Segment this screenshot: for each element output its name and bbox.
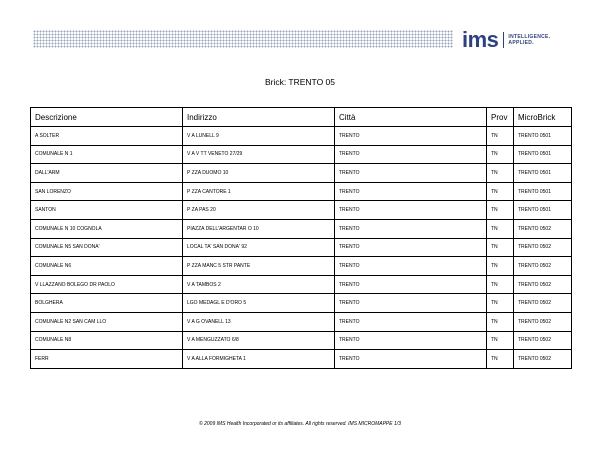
cell-prov: TN (487, 294, 514, 313)
cell-microbrick: TRENTO 0502 (514, 219, 572, 238)
cell-indirizzo: V A G OVANELL 13 (183, 312, 335, 331)
table-row (31, 257, 572, 276)
table-row (31, 127, 572, 146)
column-header-prov: Prov (487, 108, 514, 127)
cell-prov: TN (487, 201, 514, 220)
logo-tagline (508, 34, 550, 46)
cell-microbrick: TRENTO 0502 (514, 312, 572, 331)
table-row (31, 350, 572, 369)
cell-microbrick: TRENTO 0502 (514, 238, 572, 257)
cell-prov: TN (487, 275, 514, 294)
column-header-microbrick: MicroBrick (514, 108, 572, 127)
cell-citta: TRENTO (335, 145, 487, 164)
cell-citta: TRENTO (335, 350, 487, 369)
cell-descrizione: SANTON (31, 201, 183, 220)
cell-citta: TRENTO (335, 219, 487, 238)
cell-descrizione: COMUNALE N8 (31, 331, 183, 350)
cell-citta: TRENTO (335, 257, 487, 276)
cell-indirizzo: V A TAMBOS 2 (183, 275, 335, 294)
table-row (31, 294, 572, 313)
cell-indirizzo: V A LUNELL 9 (183, 127, 335, 146)
logo-tagline-line1: INTELLIGENCE. (508, 34, 551, 40)
cell-descrizione: COMUNALE N5 SAN DONA' (31, 238, 183, 257)
cell-prov: TN (487, 331, 514, 350)
cell-descrizione: FERR (31, 350, 183, 369)
cell-microbrick: TRENTO 0502 (514, 257, 572, 276)
cell-indirizzo: PIAZZA DELL'ARGENTAR O 10 (183, 219, 335, 238)
logo-divider (503, 32, 504, 48)
cell-descrizione: BOLGHERA (31, 294, 183, 313)
page-title: Brick: TRENTO 05 (264, 77, 336, 87)
logo-wordmark: ims (462, 27, 499, 52)
column-header-descrizione: Descrizione (31, 108, 183, 127)
cell-indirizzo: P ZZA CANTORE 1 (183, 182, 335, 201)
column-header-indirizzo: Indirizzo (183, 108, 335, 127)
header-dot-pattern (33, 30, 453, 48)
copyright-footer: © 2009 IMS Health Incorporated or its affiliates. All rights reserved. IMS MICROMAPPE 1/3 (199, 421, 401, 427)
cell-descrizione: COMUNALE N2 SAN CAM LLO (31, 312, 183, 331)
cell-citta: TRENTO (335, 238, 487, 257)
table-row (31, 312, 572, 331)
column-header-citta: Città (335, 108, 487, 127)
table-row (31, 238, 572, 257)
cell-citta: TRENTO (335, 201, 487, 220)
cell-descrizione: DALL'ARM (31, 164, 183, 183)
cell-microbrick: TRENTO 0502 (514, 275, 572, 294)
cell-citta: TRENTO (335, 312, 487, 331)
ims-logo (462, 29, 550, 51)
cell-microbrick: TRENTO 0501 (514, 145, 572, 164)
table-header-row (31, 108, 572, 127)
cell-descrizione: V LLAZZANO BOLEGO DR PAOLO (31, 275, 183, 294)
cell-citta: TRENTO (335, 275, 487, 294)
cell-prov: TN (487, 238, 514, 257)
cell-indirizzo: P ZZA DUOMO 10 (183, 164, 335, 183)
cell-descrizione: A SOLTER (31, 127, 183, 146)
table-row (31, 275, 572, 294)
cell-descrizione: COMUNALE N 1 (31, 145, 183, 164)
cell-citta: TRENTO (335, 127, 487, 146)
cell-prov: TN (487, 219, 514, 238)
cell-microbrick: TRENTO 0501 (514, 182, 572, 201)
table-row (31, 201, 572, 220)
cell-prov: TN (487, 145, 514, 164)
table-row (31, 182, 572, 201)
cell-indirizzo: P ZZA MANC 5 STR PANTE (183, 257, 335, 276)
cell-prov: TN (487, 127, 514, 146)
cell-microbrick: TRENTO 0502 (514, 331, 572, 350)
cell-citta: TRENTO (335, 294, 487, 313)
cell-citta: TRENTO (335, 164, 487, 183)
cell-microbrick: TRENTO 0501 (514, 164, 572, 183)
cell-descrizione: COMUNALE N6 (31, 257, 183, 276)
pharmacy-table (30, 107, 572, 369)
table-row (31, 145, 572, 164)
cell-indirizzo: V A V TT VENETO 27/29 (183, 145, 335, 164)
cell-prov: TN (487, 350, 514, 369)
cell-microbrick: TRENTO 0501 (514, 127, 572, 146)
cell-citta: TRENTO (335, 331, 487, 350)
cell-prov: TN (487, 312, 514, 331)
cell-indirizzo: V A MENGUZZATO 6/8 (183, 331, 335, 350)
cell-microbrick: TRENTO 0502 (514, 294, 572, 313)
cell-prov: TN (487, 182, 514, 201)
cell-descrizione: SAN LORENZO (31, 182, 183, 201)
cell-descrizione: COMUNALE N 10 COGNOLA (31, 219, 183, 238)
cell-indirizzo: P ZA PAS 20 (183, 201, 335, 220)
cell-citta: TRENTO (335, 182, 487, 201)
cell-indirizzo: LOCAL TA' SAN DONA' 92 (183, 238, 335, 257)
cell-indirizzo: LGO MEDAGL E D'ORO 5 (183, 294, 335, 313)
cell-prov: TN (487, 257, 514, 276)
table-row (31, 331, 572, 350)
cell-indirizzo: V A ALLA FORMIGHETA 1 (183, 350, 335, 369)
cell-microbrick: TRENTO 0502 (514, 350, 572, 369)
cell-microbrick: TRENTO 0501 (514, 201, 572, 220)
cell-prov: TN (487, 164, 514, 183)
table-row (31, 219, 572, 238)
logo-tagline-line2: APPLIED. (508, 40, 534, 46)
table-row (31, 164, 572, 183)
